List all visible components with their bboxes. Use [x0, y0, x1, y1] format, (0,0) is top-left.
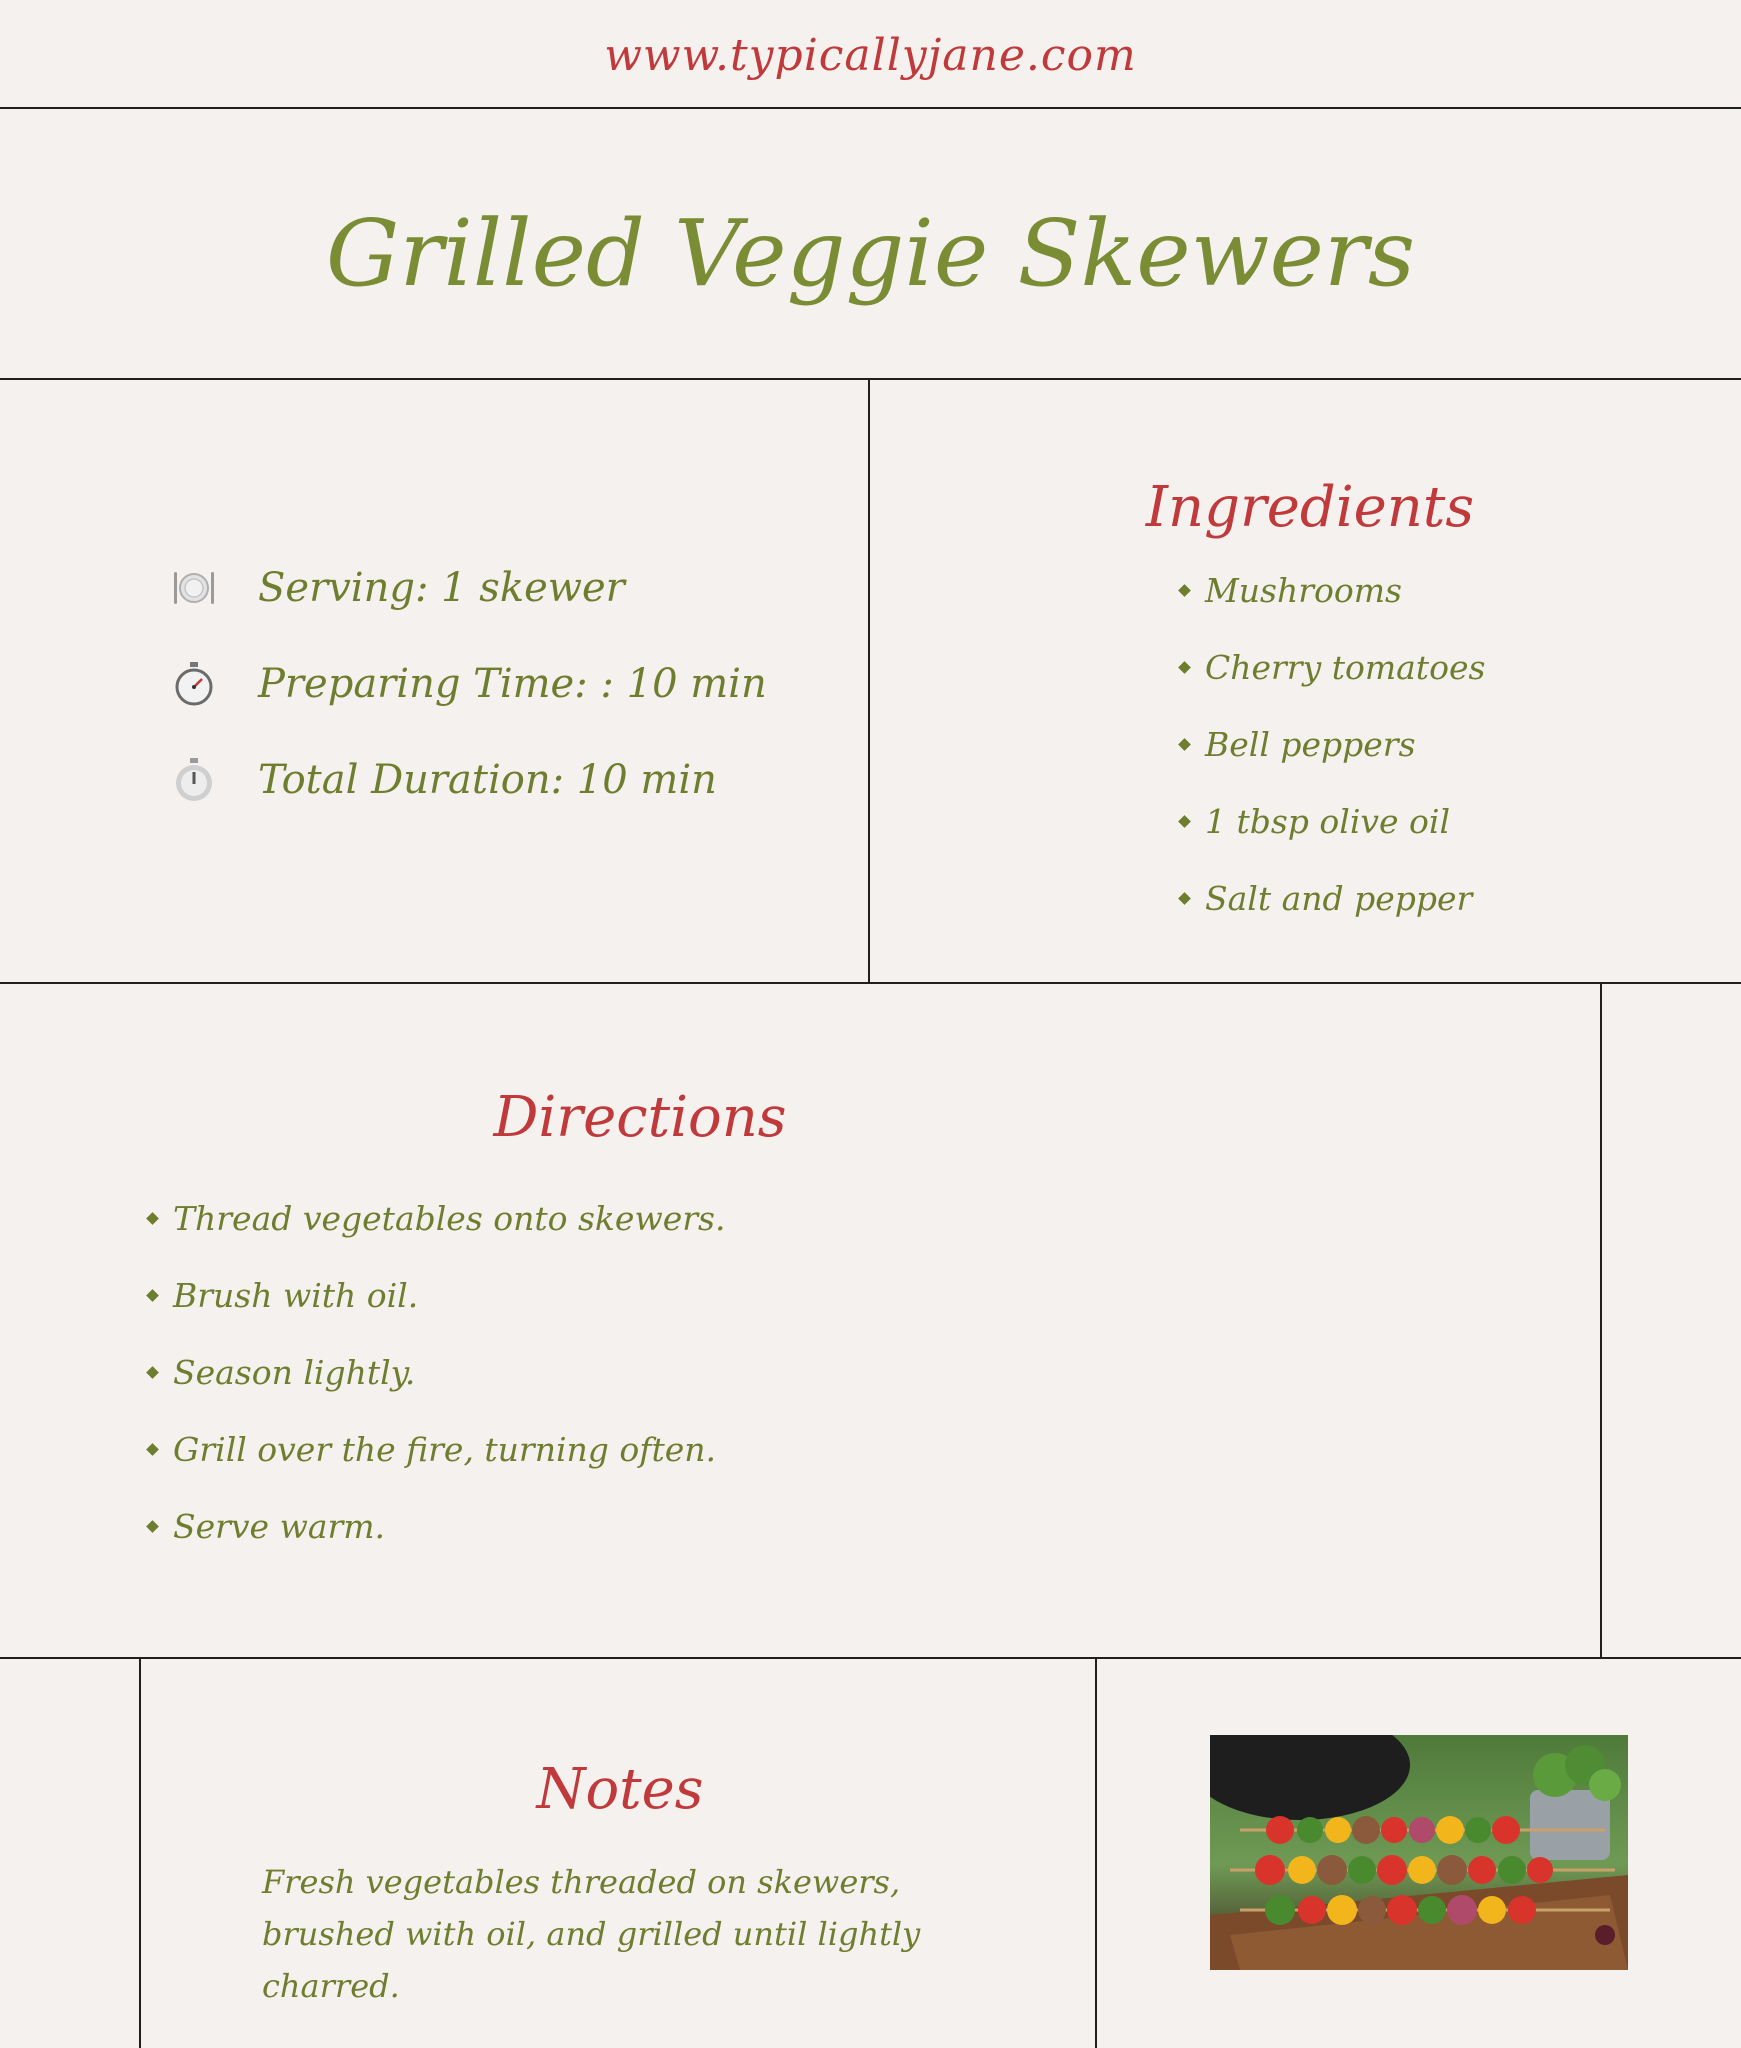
list-item — [148, 1257, 725, 1334]
ingredients-list — [1180, 552, 1485, 937]
list-item — [148, 1488, 725, 1565]
bullet-icon — [146, 1520, 159, 1533]
direction-text: Season lightly. — [173, 1353, 416, 1392]
list-item — [1180, 629, 1485, 706]
directions-divider — [0, 1657, 1741, 1659]
directions-heading: Directions — [493, 1085, 787, 1150]
ingredient-text: 1 tbsp olive oil — [1205, 802, 1451, 841]
direction-text: Thread vegetables onto skewers. — [173, 1199, 726, 1238]
bullet-icon — [146, 1289, 159, 1302]
header-divider — [0, 107, 1741, 109]
timer-clock-icon — [168, 754, 220, 806]
ingredient-text: Cherry tomatoes — [1205, 648, 1486, 687]
notes-heading: Notes — [536, 1757, 704, 1822]
recipe-title: Grilled Veggie Skewers — [325, 200, 1416, 307]
plate-cutlery-icon — [168, 562, 220, 614]
list-item — [1180, 783, 1485, 860]
ingredients-heading: Ingredients — [1145, 475, 1475, 540]
recipe-info — [168, 540, 767, 828]
bullet-icon — [1178, 815, 1191, 828]
list-item — [1180, 706, 1485, 783]
ingredients-divider — [0, 982, 1741, 984]
notes-text: Fresh vegetables threaded on skewers, brushed with oil, and grilled until lightly charred. — [262, 1863, 921, 2005]
list-item — [148, 1334, 725, 1411]
bullet-icon — [1178, 738, 1191, 751]
info-preparing-time — [168, 636, 767, 732]
notes-left-divider — [139, 1657, 141, 2048]
ingredient-text: Mushrooms — [1205, 571, 1402, 610]
ingredient-text: Salt and pepper — [1205, 879, 1473, 918]
bullet-icon — [146, 1443, 159, 1456]
info-serving — [168, 540, 767, 636]
bullet-icon — [1178, 892, 1191, 905]
info-ingredients-divider — [868, 378, 870, 983]
total-duration-text: Total Duration: 10 min — [258, 757, 717, 803]
notes-right-divider — [1095, 1657, 1097, 2048]
stopwatch-icon — [168, 658, 220, 710]
website-link[interactable]: www.typicallyjane.com — [604, 30, 1137, 81]
ingredient-text: Bell peppers — [1205, 725, 1416, 764]
serving-text: Serving: 1 skewer — [258, 565, 625, 611]
directions-side-divider — [1600, 982, 1602, 1658]
direction-text: Brush with oil. — [173, 1276, 419, 1315]
list-item — [148, 1411, 725, 1488]
info-total-duration — [168, 732, 767, 828]
direction-text: Serve warm. — [173, 1507, 386, 1546]
list-item — [148, 1180, 725, 1257]
bullet-icon — [1178, 661, 1191, 674]
bullet-icon — [146, 1366, 159, 1379]
direction-text: Grill over the fire, turning often. — [173, 1430, 717, 1469]
bullet-icon — [146, 1212, 159, 1225]
skewers-photo — [1210, 1735, 1628, 1970]
preparing-time-text: Preparing Time: : 10 min — [258, 661, 767, 707]
list-item — [1180, 552, 1485, 629]
directions-list — [148, 1180, 725, 1565]
list-item — [1180, 860, 1485, 937]
bullet-icon — [1178, 584, 1191, 597]
title-divider — [0, 378, 1741, 380]
